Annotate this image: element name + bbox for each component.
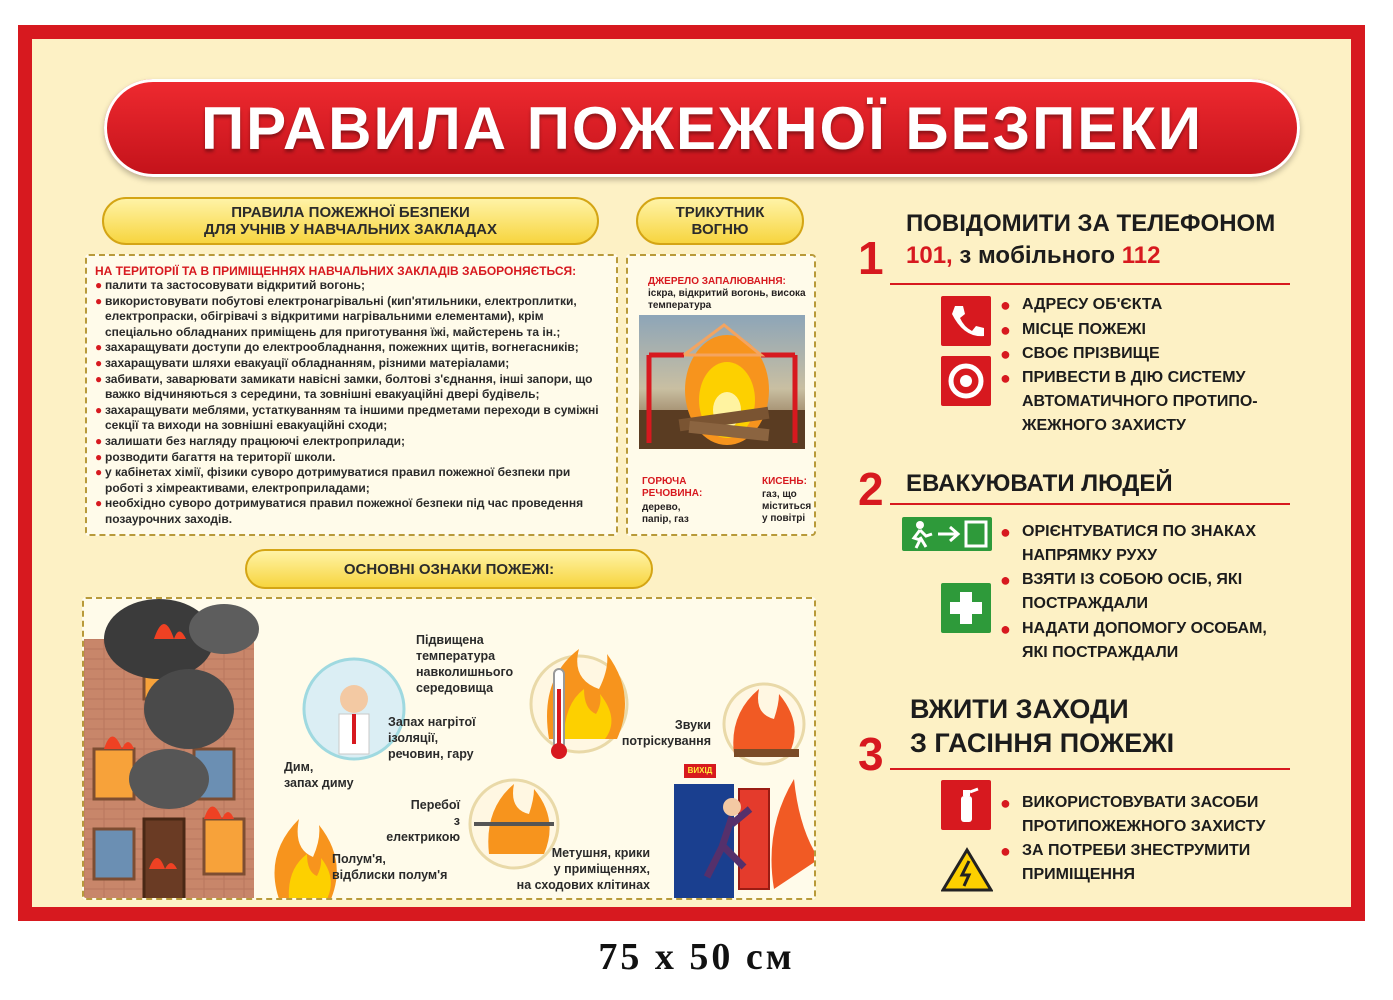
bullet-icon: ● bbox=[95, 278, 103, 292]
bullet-icon: ● bbox=[95, 402, 103, 417]
step3-heading-line2: З ГАСІННЯ ПОЖЕЖІ bbox=[910, 728, 1175, 758]
bullet-icon: ● bbox=[1000, 793, 1011, 813]
phone-101: 101, bbox=[906, 242, 953, 269]
step3-item: ● ЗА ПОТРЕБИ ЗНЕСТРУМИТИ ПРИМІЩЕННЯ bbox=[1000, 839, 1290, 887]
bullet-icon: ● bbox=[95, 371, 103, 386]
sign-smell: Запах нагрітої ізоляції, речовин, гару bbox=[388, 715, 476, 761]
step3-item: ● ВИКОРИСТОВУВАТИ ЗАСОБИ ПРОТИПОЖЕЖНОГО ЗАХИСТУ bbox=[1000, 791, 1290, 839]
step2-heading: ЕВАКУЮВАТИ ЛЮДЕЙ bbox=[906, 470, 1173, 497]
fire-signs-panel bbox=[82, 597, 816, 900]
phone-mid: з мобільного bbox=[952, 242, 1122, 269]
exit-sign: ВИХІД bbox=[687, 766, 713, 775]
rules-header-line1: ПРАВИЛА ПОЖЕЖНОЇ БЕЗПЕКИ bbox=[231, 204, 470, 221]
fire-extinguisher-icon bbox=[941, 780, 991, 830]
bullet-icon: ● bbox=[1000, 570, 1011, 590]
step1-phones bbox=[906, 241, 1160, 271]
rule-item: ● захаращувати шляхи евакуації обладнанням, різними матеріалами; bbox=[95, 355, 510, 370]
bullet-icon: ● bbox=[1000, 522, 1011, 542]
rules-header-pill bbox=[102, 197, 599, 245]
bullet-icon: ● bbox=[1000, 344, 1011, 364]
phone-112: 112 bbox=[1121, 242, 1161, 269]
step1-item: ● СВОЄ ПРІЗВИЩЕ bbox=[1000, 344, 1160, 364]
step2-item: ● НАДАТИ ДОПОМОГУ ОСОБАМ, ЯКІ ПОСТРАЖДАЛИ bbox=[1000, 617, 1290, 665]
step2-number: 2 bbox=[858, 463, 884, 515]
signs-header-pill bbox=[245, 549, 653, 589]
bullet-icon: ● bbox=[95, 293, 103, 308]
sign-temperature: Підвищена температура навколишнього середовища bbox=[416, 633, 514, 695]
signs-header: ОСНОВНІ ОЗНАКИ ПОЖЕЖІ: bbox=[343, 560, 555, 578]
rule-item: ● використовувати побутові електронагрівальні (кип'ятильники, електроплитки, електропраски, обігрівачі з відкритими нагрівальними елементами), крім спеціально обладнаних приміщень для приготування їжі, майстерень та ін.; bbox=[95, 293, 577, 339]
bullet-icon: ● bbox=[1000, 368, 1011, 388]
fuel-title-2: РЕЧОВИНА: bbox=[642, 488, 703, 499]
poster-frame bbox=[18, 25, 1365, 921]
triangle-header-line1: ТРИКУТНИК bbox=[675, 204, 765, 221]
fire-triangle-illustration bbox=[639, 315, 805, 449]
phone-icon bbox=[941, 296, 991, 346]
step1-item: ● АДРЕСУ ОБ'ЄКТА bbox=[1000, 295, 1163, 315]
rule-item: ● необхідно суворо дотримуватися правил пожежної безпеки під час проведення позаурочних заходів. bbox=[95, 496, 584, 526]
bullet-icon: ● bbox=[95, 496, 103, 511]
ignition-title: ДЖЕРЕЛО ЗАПАЛЮВАННЯ: bbox=[648, 276, 786, 287]
size-caption: 75 x 50 см bbox=[598, 936, 795, 978]
poster-background bbox=[32, 39, 1351, 907]
rule-item: ● залишати без нагляду працюючі електроприлади; bbox=[95, 433, 406, 448]
fuel-title-1: ГОРЮЧА bbox=[642, 476, 687, 487]
first-aid-icon bbox=[941, 583, 991, 633]
step3-number: 3 bbox=[858, 728, 884, 780]
sign-sounds: Звуки потріскування bbox=[621, 718, 711, 748]
sign-electric: Перебої з електрикою bbox=[386, 798, 460, 844]
rules-header-line2: ДЛЯ УЧНІВ У НАВЧАЛЬНИХ ЗАКЛАДАХ bbox=[204, 221, 497, 238]
step2-divider bbox=[890, 503, 1290, 505]
sign-flame: Полум'я, відблиски полум'я bbox=[332, 852, 448, 882]
step2-item: ● ОРІЄНТУВАТИСЯ ПО ЗНАКАХ НАПРЯМКУ РУХУ bbox=[1000, 520, 1290, 568]
step1-heading: ПОВІДОМИТИ ЗА ТЕЛЕФОНОМ bbox=[906, 210, 1276, 237]
bonfire-image bbox=[639, 315, 805, 449]
rules-panel bbox=[85, 254, 618, 536]
rules-intro: НА ТЕРИТОРІЇ ТА В ПРИМІЩЕННЯХ НАВЧАЛЬНИХ ЗАКЛАДІВ ЗАБОРОНЯЄТЬСЯ: bbox=[95, 264, 577, 278]
bullet-icon: ● bbox=[1000, 320, 1011, 340]
step1-number: 1 bbox=[858, 232, 884, 284]
step3-heading-line1: ВЖИТИ ЗАХОДИ bbox=[910, 694, 1129, 724]
step1-divider bbox=[890, 283, 1290, 285]
fuel-text-2: папір, газ bbox=[642, 514, 689, 525]
bullet-icon: ● bbox=[1000, 295, 1011, 315]
bullet-icon: ● bbox=[95, 355, 103, 370]
exit-direction-icon bbox=[902, 517, 992, 551]
bullet-icon: ● bbox=[95, 449, 103, 464]
fuel-text-1: дерево, bbox=[642, 502, 681, 513]
bullet-icon: ● bbox=[1000, 841, 1011, 861]
high-voltage-icon bbox=[941, 847, 993, 893]
step2-item: ● ВЗЯТИ ІЗ СОБОЮ ОСІБ, ЯКІ ПОСТРАЖДАЛИ bbox=[1000, 568, 1290, 616]
ignition-text: іскра, відкритий вогонь, висока температура bbox=[648, 288, 806, 311]
bullet-icon: ● bbox=[95, 465, 103, 480]
poster-title: ПРАВИЛА ПОЖЕЖНОЇ БЕЗПЕКИ bbox=[200, 94, 1204, 162]
triangle-header-line2: ВОГНЮ bbox=[691, 221, 749, 238]
oxygen-text-2: міститься bbox=[762, 501, 812, 512]
fire-triangle-panel bbox=[626, 254, 816, 536]
oxygen-title: КИСЕНЬ: bbox=[762, 476, 807, 487]
step1-item: ● МІСЦЕ ПОЖЕЖІ bbox=[1000, 320, 1146, 340]
oxygen-text-3: у повітрі bbox=[762, 513, 806, 524]
sign-panic: Метушня, крики у приміщеннях, на сходових клітинах bbox=[516, 846, 650, 892]
rule-item: ● у кабінетах хімії, фізики суворо дотримуватися правил пожежної безпеки при роботі з хімреактивами, електроприладами; bbox=[95, 465, 571, 495]
rule-item: ● забивати, заварювати замикати навісні замки, болтові з'єднання, інші запори, що важко відчиняються з середини, та зовнішні евакуаційні двері будівель; bbox=[95, 371, 593, 402]
bullet-icon: ● bbox=[95, 340, 103, 355]
step1-item: ● ПРИВЕСТИ В ДІЮ СИСТЕМУ АВТОМАТИЧНОГО ПРОТИПО-ЖЕЖНОГО ЗАХИСТУ bbox=[1000, 366, 1270, 438]
step3-divider bbox=[890, 768, 1290, 770]
rule-item: ● захаращувати доступи до електрообладнання, пожежних щитів, вогнегасників; bbox=[95, 340, 579, 355]
title-banner bbox=[104, 79, 1300, 177]
rule-item: ● палити та застосовувати відкритий вогонь; bbox=[95, 278, 366, 292]
rule-item: ● захаращувати меблями, устаткуванням та іншими предметами переходи в суміжні секції та виходи на зовнішні евакуаційні сходи; bbox=[95, 402, 599, 433]
triangle-header-pill bbox=[636, 197, 804, 245]
sign-smoke: Дим, запах диму bbox=[284, 760, 354, 790]
oxygen-text-1: газ, що bbox=[762, 489, 797, 500]
bullet-icon: ● bbox=[95, 433, 103, 448]
fire-alarm-icon bbox=[941, 356, 991, 406]
rule-item: ● розводити багаття на території школи. bbox=[95, 449, 336, 464]
bullet-icon: ● bbox=[1000, 619, 1011, 639]
